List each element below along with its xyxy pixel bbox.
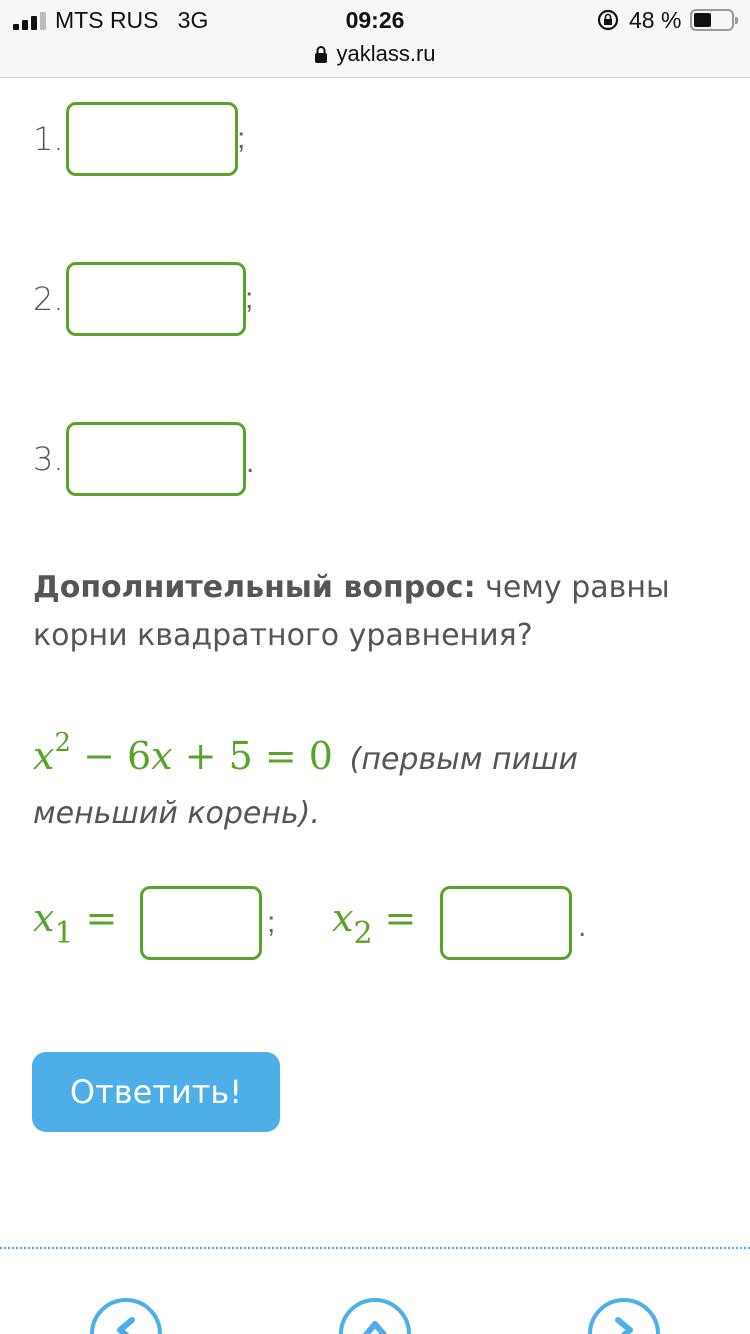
answer-punct: ; bbox=[245, 282, 254, 315]
status-bar bbox=[0, 0, 750, 78]
answer-number: 3. bbox=[33, 440, 64, 478]
x1-punct: ; bbox=[267, 906, 276, 939]
nav-prev-button[interactable] bbox=[90, 1298, 162, 1334]
submit-button[interactable]: Ответить! bbox=[32, 1052, 280, 1132]
arrow-left-icon bbox=[110, 1314, 142, 1334]
x2-punct: . bbox=[578, 910, 587, 943]
rotation-lock-icon bbox=[597, 9, 619, 31]
equation-hint: (первым пиши меньший корень). bbox=[33, 742, 579, 831]
nav-next-button[interactable] bbox=[588, 1298, 660, 1334]
answer-row-2 bbox=[0, 262, 750, 338]
answer-row-3 bbox=[0, 422, 750, 498]
answer-punct: . bbox=[246, 446, 255, 479]
extra-question-label: Дополнительный вопрос: bbox=[33, 570, 476, 605]
answer-input-2[interactable] bbox=[66, 262, 246, 336]
network-type: 3G bbox=[177, 7, 209, 33]
answer-row-1 bbox=[0, 102, 750, 178]
battery-icon bbox=[690, 9, 734, 31]
answer-number: 1. bbox=[33, 120, 64, 158]
status-time: 09:26 bbox=[345, 7, 405, 33]
carrier-label: MTS RUS 3G bbox=[55, 7, 209, 33]
equation-formula: $x^2 - 6x + 5 = 0$ bbox=[33, 728, 333, 778]
extra-question bbox=[33, 564, 723, 660]
answer-punct: ; bbox=[237, 122, 246, 155]
arrow-up-icon bbox=[359, 1314, 391, 1334]
answer-input-3[interactable] bbox=[66, 422, 246, 496]
extra-question-text: чему равны корни квадратного уравнения? bbox=[33, 570, 670, 653]
nav-up-button[interactable] bbox=[339, 1298, 411, 1334]
answer-input-1[interactable] bbox=[66, 102, 238, 176]
roots-row bbox=[0, 886, 750, 962]
url-text: yaklass.ru bbox=[336, 41, 436, 66]
x1-label: $x_1$ = bbox=[33, 896, 118, 951]
x2-input[interactable] bbox=[440, 886, 572, 960]
address-bar[interactable] bbox=[0, 41, 750, 67]
battery-percent: 48 % bbox=[629, 7, 682, 33]
arrow-right-icon bbox=[608, 1314, 640, 1334]
x1-input[interactable] bbox=[140, 886, 262, 960]
x2-label: $x_2$ = bbox=[332, 896, 417, 951]
section-divider bbox=[0, 1247, 750, 1249]
padlock-icon bbox=[314, 45, 328, 63]
answer-number: 2. bbox=[33, 280, 64, 318]
quadratic-equation bbox=[33, 716, 723, 841]
